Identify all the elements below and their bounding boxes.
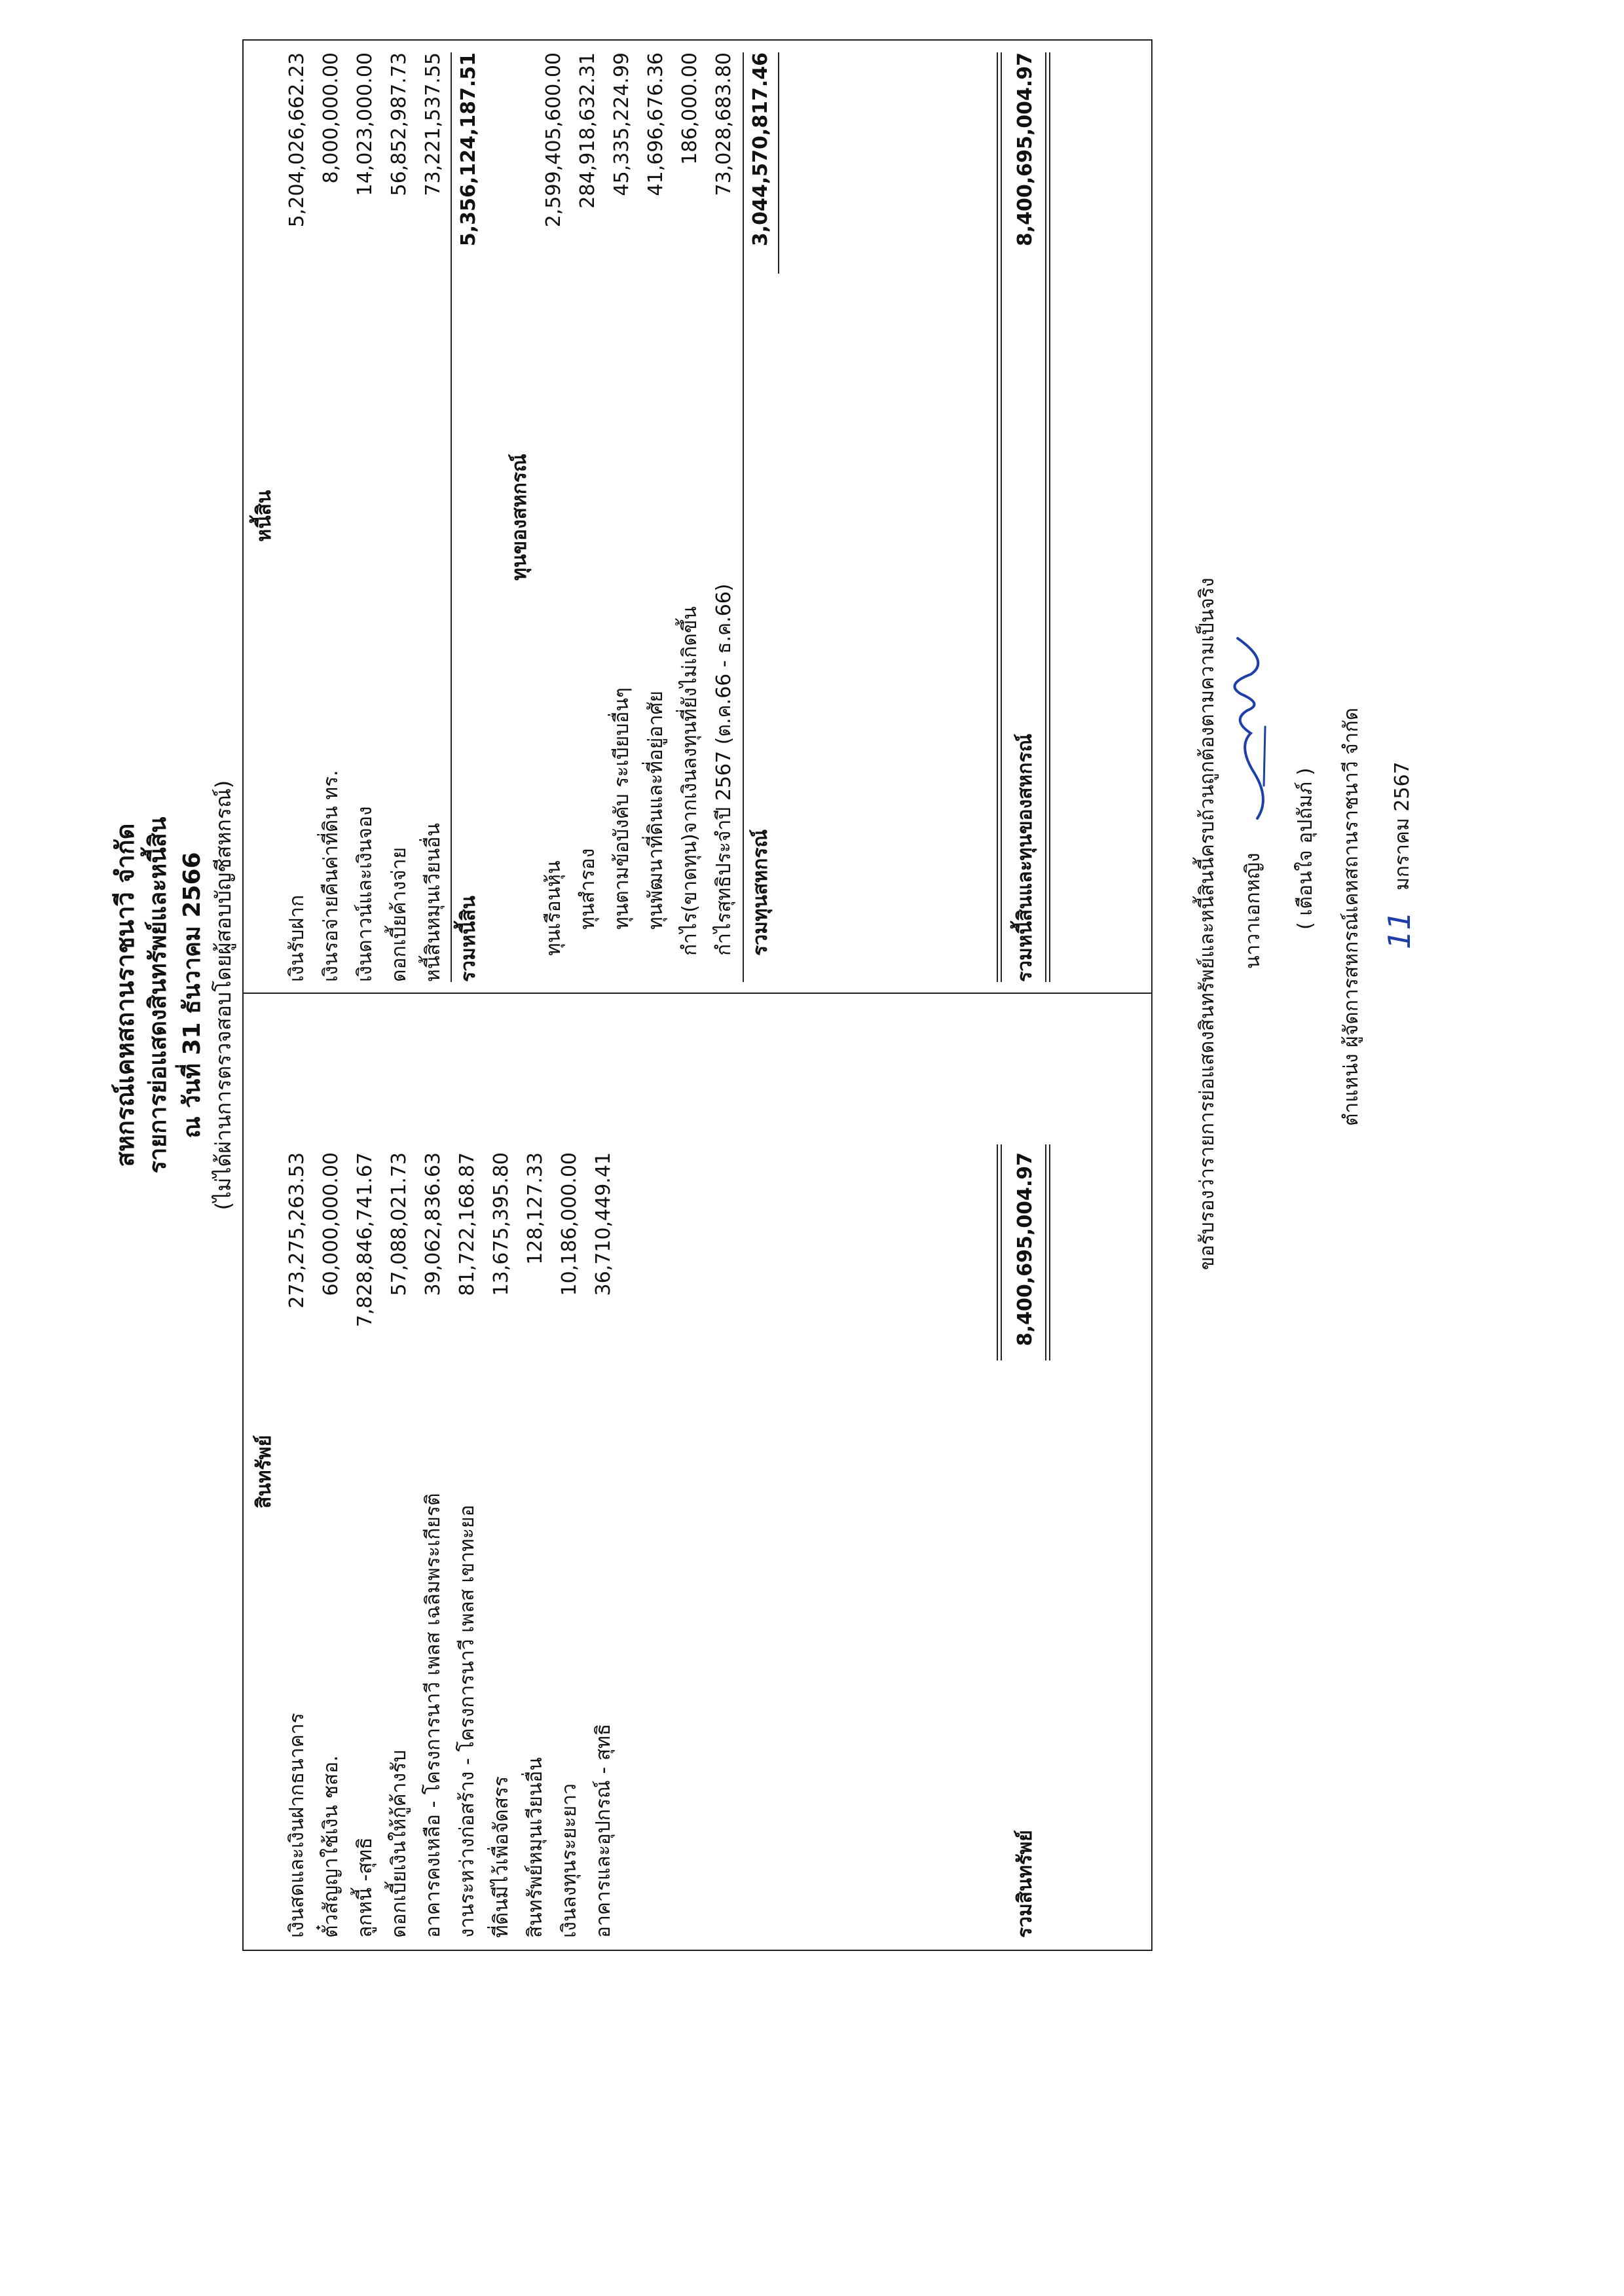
liability-row (317, 52, 346, 982)
equity-total-rule (743, 52, 744, 982)
asset-label: งานระหว่างก่อสร้าง - โครงการนาวี เพลส เขาทะยอ (456, 1504, 479, 1938)
liability-value: 56,852,987.73 (388, 52, 411, 196)
asset-label: ตั๋วสัญญาใช้เงิน ชสอ. (320, 1755, 342, 1938)
liability-label: เงินรับฝาก (286, 894, 308, 982)
equity-row (540, 52, 568, 982)
signer-rank: นาวาเอกหญิง (1242, 852, 1264, 969)
sign-month-year: มกราคม 2567 (1391, 761, 1414, 890)
asset-row (351, 1152, 380, 1938)
equity-total-label: รวมทุนสหกรณ์ (749, 829, 772, 956)
asset-label: สินทรัพย์หมุนเวียนอื่น (524, 1757, 547, 1938)
asset-value: 36,710,449.41 (592, 1152, 615, 1296)
asset-value: 13,675,395.80 (490, 1152, 513, 1296)
column-divider (244, 993, 1151, 994)
statement-title: รายการย่อแสดงสินทรัพย์และหนี้สิน (145, 816, 172, 1174)
rotated-statement (79, 39, 1545, 1951)
assets-heading: สินทรัพย์ (253, 1434, 276, 1509)
equity-row (710, 52, 739, 982)
equity-value: 45,335,224.99 (610, 52, 633, 196)
asset-label: อาคารคงเหลือ - โครงการนาวี เพลส เฉลิมพระเกียรติ (422, 1493, 445, 1938)
asset-value: 7,828,846,741.67 (354, 1152, 377, 1328)
equity-value: 2,599,405,600.00 (542, 52, 565, 228)
org-name: สหกรณ์เคหสถานราชนาวี จำกัด (111, 823, 139, 1167)
asset-value: 81,722,168.87 (456, 1152, 479, 1296)
liability-value: 14,023,000.00 (354, 52, 377, 196)
asset-total-double-rule (1045, 1144, 1050, 1360)
equity-row (574, 52, 602, 982)
liability-row (419, 52, 448, 982)
asset-row (521, 1152, 550, 1938)
asset-label: ที่ดินมีไว้เพื่อจัดสรร (490, 1776, 513, 1938)
equity-value: 41,696,676.36 (644, 52, 667, 196)
asset-value: 39,062,836.63 (422, 1152, 445, 1296)
asset-label: ดอกเบี้ยเงินให้กู้ค้างรับ (388, 1749, 411, 1938)
equity-label: ทุนสำรอง (576, 848, 599, 930)
signer-position: ตำแหน่ง ผู้จัดการสหกรณ์เคหสถานราชนาวี จำกัด (1340, 707, 1363, 1126)
asset-value: 60,000,000.00 (320, 1152, 342, 1296)
asset-value: 10,186,000.00 (558, 1152, 581, 1296)
audit-note: (ไม่ได้ผ่านการตรวจสอบโดยผู้สอบบัญชีสหกรณ์) (211, 780, 236, 1211)
liability-label: เงินรอจ่ายคืนค่าที่ดิน ทร. (320, 770, 342, 982)
liability-total-row (454, 52, 483, 982)
signer-name: ( เตือนใจ อุปถัมภ์ ) (1294, 767, 1317, 930)
equity-label: ทุนพัฒนาที่ดินและที่อยู่อาศัย (644, 691, 667, 930)
asset-label: เงินลงทุนระยะยาว (558, 1783, 581, 1938)
equity-label: กำไรสุทธิประจำปี 2567 (ต.ค.66 - ธ.ค.66) (712, 583, 735, 956)
equity-value: 186,000.00 (678, 52, 701, 165)
liability-value: 8,000,000.00 (320, 52, 342, 184)
liability-label: ดอกเบี้ยค้างจ่าย (388, 847, 411, 982)
liability-label: หนี้สินหมุนเวียนอื่น (422, 823, 445, 982)
statement-date: ณ วันที่ 31 ธันวาคม 2566 (179, 852, 206, 1139)
liability-total-value: 5,356,124,187.51 (457, 52, 480, 247)
asset-value: 273,275,263.53 (286, 1152, 308, 1309)
equity-heading-row (506, 52, 534, 982)
equity-label: กำไร(ขาดทุน)จากเงินลงทุนที่ยังไม่เกิดขึ้น (678, 606, 701, 956)
liability-total-rule (451, 52, 452, 982)
equity-label: ทุนตามข้อบังคับ ระเบียบอื่นๆ (610, 687, 633, 930)
asset-value: 128,127.33 (524, 1152, 547, 1265)
liabilities-heading: หนี้สิน (253, 490, 276, 542)
asset-value: 57,088,021.73 (388, 1152, 411, 1296)
asset-total-rule (997, 1144, 1002, 1360)
asset-total-value: 8,400,695,004.97 (1014, 1152, 1037, 1347)
asset-row (589, 1152, 618, 1938)
liability-row (283, 52, 312, 982)
asset-label: เงินสดและเงินฝากธนาคาร (286, 1713, 308, 1938)
asset-row (283, 1152, 312, 1938)
liability-row (385, 52, 414, 982)
grand-total-rule (997, 52, 1002, 982)
asset-row (487, 1152, 516, 1938)
grand-total-label: รวมหนี้สินและทุนของสหกรณ์ (1014, 733, 1037, 982)
equity-total-underline (778, 52, 779, 274)
asset-total-label: รวมสินทรัพย์ (1014, 1830, 1037, 1938)
asset-row (453, 1152, 482, 1938)
equity-total-value: 3,044,570,817.46 (749, 52, 772, 247)
asset-row (419, 1152, 448, 1938)
asset-row (555, 1152, 584, 1938)
liability-value: 73,221,537.55 (422, 52, 445, 196)
asset-total-row (1011, 1152, 1040, 1938)
equity-total-row (747, 52, 775, 982)
equity-row (642, 52, 671, 982)
equity-row (676, 52, 705, 982)
equity-value: 284,918,632.31 (576, 52, 599, 209)
grand-total-value: 8,400,695,004.97 (1014, 52, 1037, 247)
equity-label: ทุนเรือนหุ้น (542, 860, 565, 956)
liability-row (351, 52, 380, 982)
certification-text: ขอรับรองว่ารายการย่อแสดงสินทรัพย์และหนี้สินนี้ครบถ้วนถูกต้องตามความเป็นจริง (1196, 577, 1219, 1270)
equity-row (608, 52, 637, 982)
grand-total-double-rule (1045, 52, 1050, 982)
signature (1218, 629, 1277, 825)
sign-day: 11 (1382, 911, 1417, 949)
asset-label: อาคารและอุปกรณ์ - สุทธิ (592, 1723, 615, 1938)
asset-row (317, 1152, 346, 1938)
grand-total-row (1011, 52, 1040, 982)
asset-label: ลูกหนี้ -สุทธิ (354, 1837, 377, 1938)
liability-value: 5,204,026,662.23 (286, 52, 308, 228)
asset-row (385, 1152, 414, 1938)
liability-total-label: รวมหนี้สิน (457, 896, 480, 982)
equity-value: 73,028,683.80 (712, 52, 735, 196)
balance-table (242, 39, 1153, 1951)
liability-label: เงินดาวน์และเงินจอง (354, 806, 377, 982)
equity-heading: ทุนของสหกรณ์ (508, 454, 531, 581)
